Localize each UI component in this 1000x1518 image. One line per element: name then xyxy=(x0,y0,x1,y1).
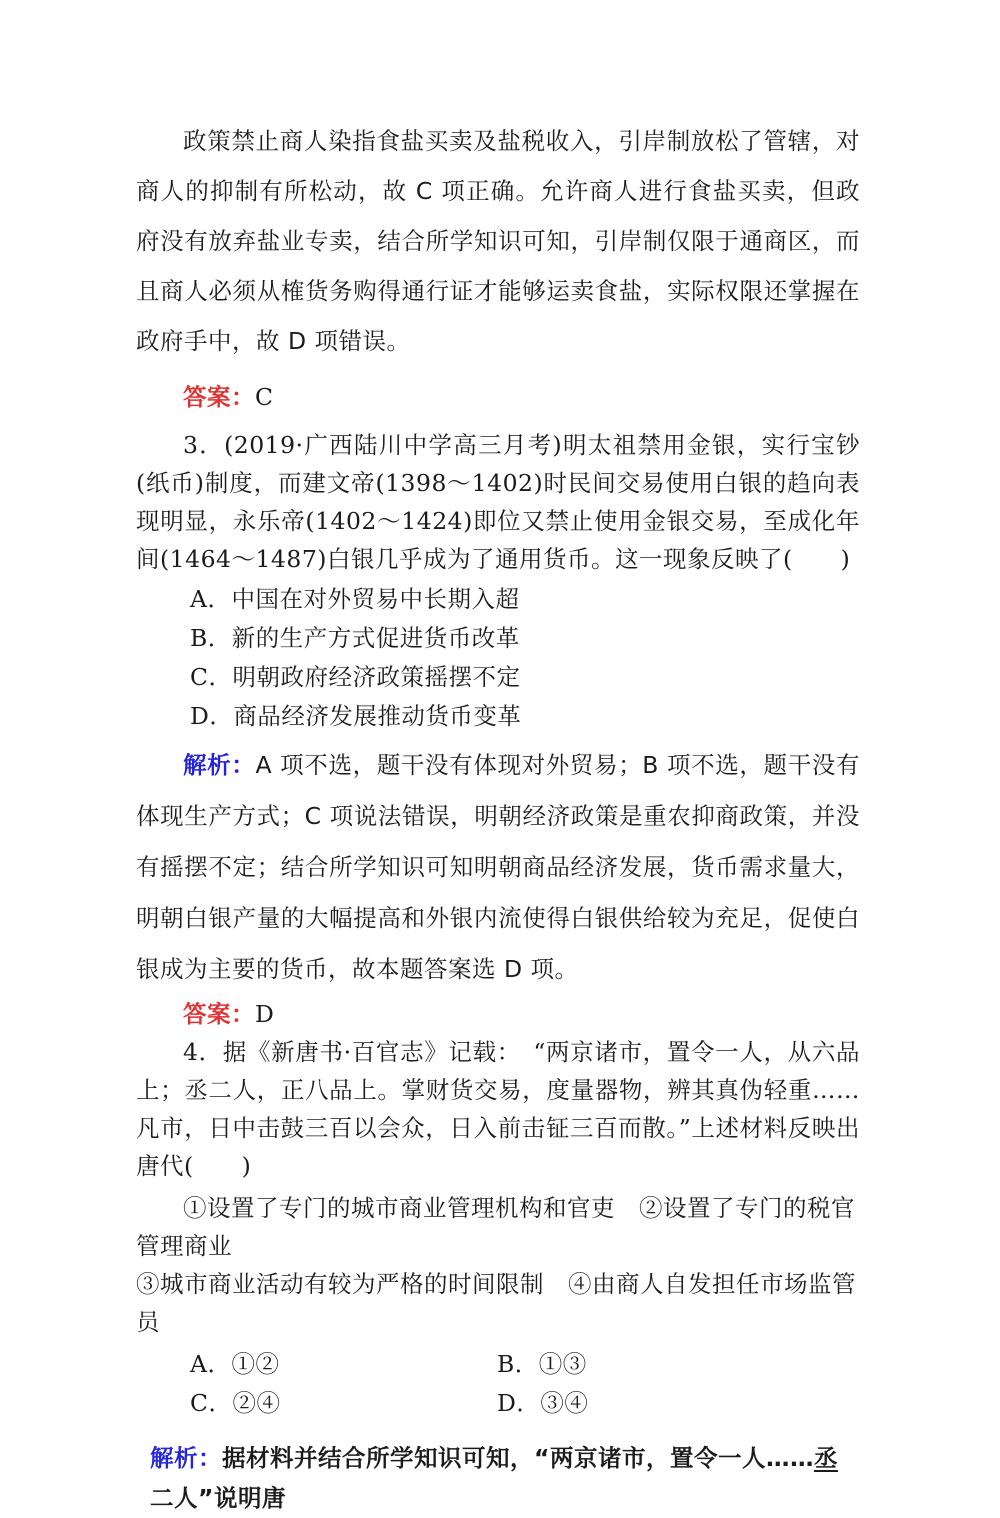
q4-option-c: C．②④ xyxy=(190,1389,281,1417)
q3-answer-label: 答案： xyxy=(183,1000,255,1028)
q3-analysis-label: 解析： xyxy=(183,751,256,779)
q4-option-b: B．①③ xyxy=(497,1350,587,1378)
q4-analysis-text-suffix: 二人”说明唐 xyxy=(150,1484,286,1512)
q2-answer-line xyxy=(136,378,860,416)
question-4-analysis xyxy=(136,1438,860,1518)
q2-answer-value: C xyxy=(255,383,274,411)
q4-analysis-label: 解析： xyxy=(150,1444,222,1472)
q2-answer-label: 答案： xyxy=(183,383,255,411)
q3-answer-line xyxy=(136,995,860,1033)
q4-statements-line-1: ①设置了专门的城市商业管理机构和官吏 ②设置了专门的税官管理商业 xyxy=(136,1194,855,1260)
question-3-analysis xyxy=(136,740,860,995)
question-4-stem: 4．据《新唐书·百官志》记载： “两京诸市，置令一人，从六品上；丞二人，正八品上。掌财货交易，度量器物，辨其真伪轻重……凡市，日中击鼓三百以会众，日入前击钲三百而散。”上述材料反映出唐代( ) xyxy=(136,1038,860,1180)
q4-statements-line-2: ③城市商业活动有较为严格的时间限制 ④由商人自发担任市场监管员 xyxy=(136,1270,856,1336)
q4-analysis-text-prefix: 据材料并结合所学知识可知，“两京诸市，置令一人…… xyxy=(222,1444,814,1472)
q3-option-b: B．新的生产方式促进货币改革 xyxy=(190,624,520,652)
question-3-stem: 3．(2019·广西陆川中学高三月考)明太祖禁用金银，实行宝钞(纸币)制度，而建文帝(1398～1402)时民间交易使用白银的趋向表现明显，永乐帝(1402～1424)即位又禁止使用金银交易，至成化年间(1464～1487)白银几乎成为了通用货币。这一现象反映了( ) xyxy=(136,431,860,573)
question-4-options xyxy=(136,1345,860,1423)
question-4-statements xyxy=(136,1189,860,1341)
q4-option-d: D．③④ xyxy=(497,1389,589,1417)
q3-option-d: D．商品经济发展推动货币变革 xyxy=(190,702,522,730)
question-3-options xyxy=(136,580,860,736)
q2-explanation-paragraph: 政策禁止商人染指食盐买卖及盐税收入，引岸制放松了管辖，对商人的抑制有所松动，故 C 项正确。允许商人进行食盐买卖，但政府没有放弃盐业专卖，结合所学知识可知，引岸制仅限于通商区，而且商人必须从榷货务购得通行证才能够运卖食盐，实际权限还掌握在政府手中，故 D 项错误。 xyxy=(136,127,860,355)
q3-analysis-text: A 项不选，题干没有体现对外贸易；B 项不选，题干没有体现生产方式；C 项说法错误，明朝经济政策是重农抑商政策，并没有摇摆不定；结合所学知识可知明朝商品经济发展，货币需求量大，明朝白银产量的大幅提高和外银内流使得白银供给较为充足，促使白银成为主要的货币，故本题答案选 D 项。 xyxy=(136,751,861,983)
q3-option-c: C．明朝政府经济政策摇摆不定 xyxy=(190,663,521,691)
q3-option-a: A．中国在对外贸易中长期入超 xyxy=(190,585,520,613)
q4-option-a: A．①② xyxy=(190,1350,280,1378)
q3-answer-value: D xyxy=(255,1000,275,1028)
q4-analysis-underlined-char: 丞 xyxy=(813,1444,838,1472)
